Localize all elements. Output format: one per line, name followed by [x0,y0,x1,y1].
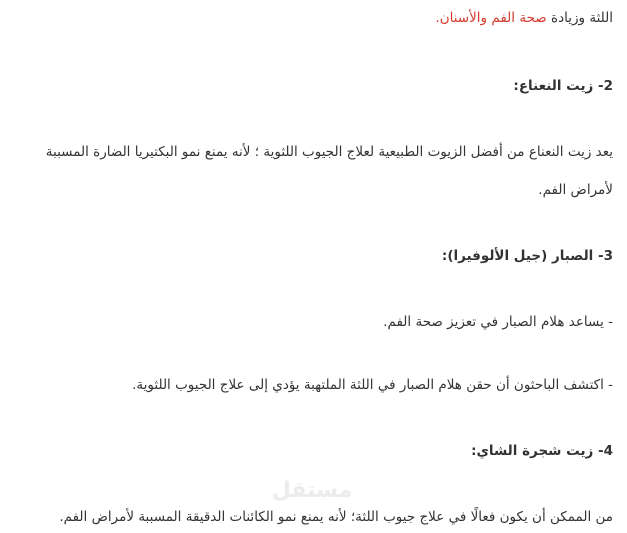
watermark-logo: مستقل [271,478,353,503]
intro-prefix: اللثة وزيادة [546,10,613,26]
section-4-heading: 4- زيت شجرة الشاي: [471,443,613,459]
section-2-paragraph-line-2: لأمراض الفم. [538,182,613,198]
intro-highlight-link[interactable]: صحة الفم والأسنان. [435,10,547,26]
section-4-paragraph: من الممكن أن يكون فعالًا في علاج جيوب اللثة؛ لأنه يمنع نمو الكائنات الدقيقة المسببة لأمراض الفم. [59,509,613,525]
section-2-heading: 2- زيت النعناع: [513,78,613,94]
section-3-bullet-2: - اكتشف الباحثون أن حقن هلام الصبار في اللثة الملتهبة يؤدي إلى علاج الجيوب اللثوية. [132,377,613,393]
section-3-heading: 3- الصبار (جيل الألوفيرا): [441,248,613,264]
section-3-bullet-1: - يساعد هلام الصبار في تعزيز صحة الفم. [383,314,613,330]
intro-line [10,8,613,28]
section-2-paragraph-line-1: يعد زيت النعناع من أفضل الزيوت الطبيعية لعلاج الجيوب اللثوية ؛ لأنه يمنع نمو البكتيريا الضارة المسببة [45,144,613,160]
